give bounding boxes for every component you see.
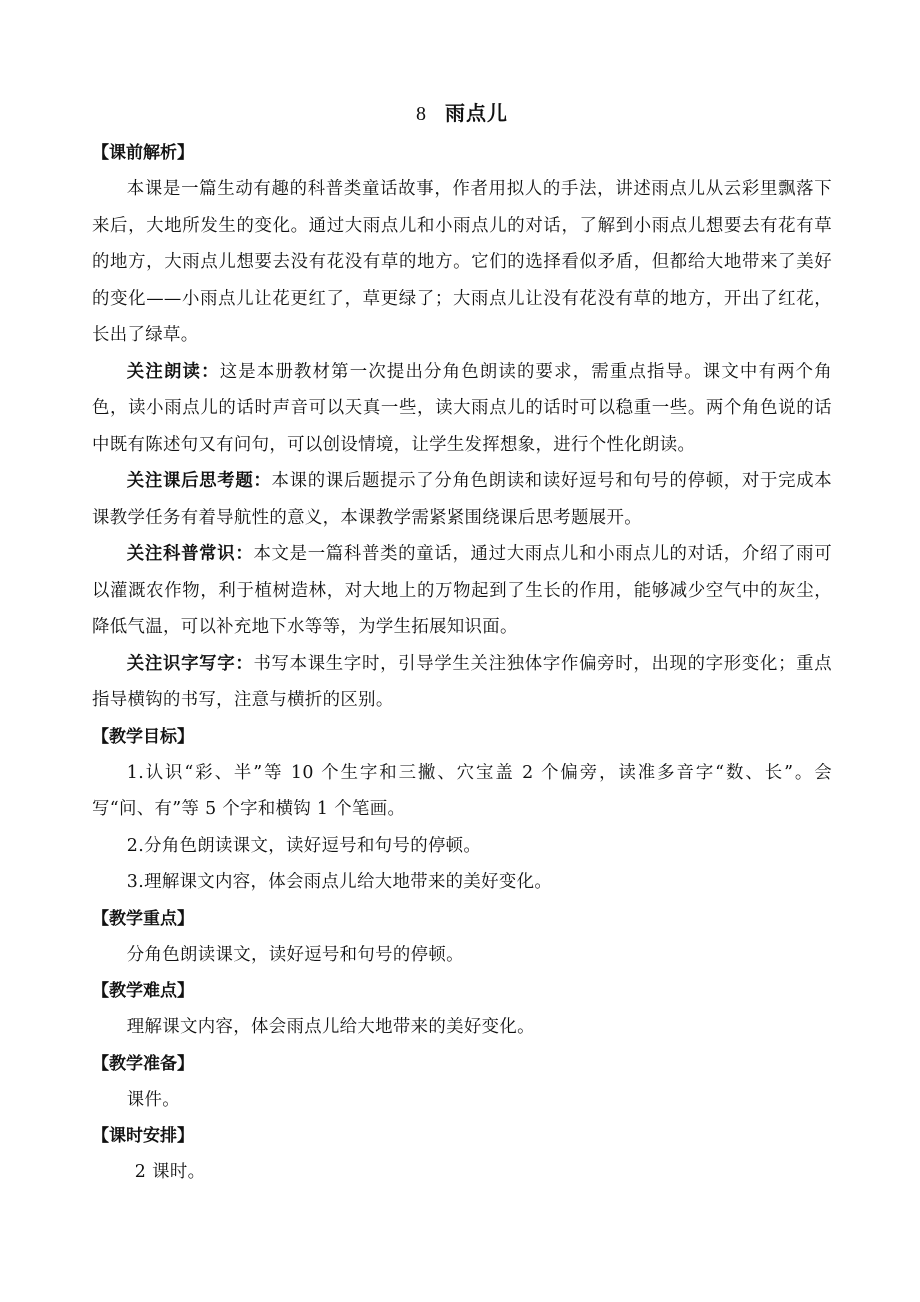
difficulties-text: 理解课文内容，体会雨点儿给大地带来的美好变化。: [126, 1017, 535, 1037]
schedule-text: 2 课时。: [134, 1162, 206, 1182]
section-heading: 【教学重点】: [92, 908, 194, 929]
section-heading: 【课时安排】: [92, 1126, 194, 1146]
focus-text: 本课的课后题提示了分角色朗读和读好逗号和句号的停顿，对于完成本课教学任务有着导航性的意义，本课教学需紧紧围绕课后思考题展开。: [92, 471, 832, 528]
intro-paragraph: 本课是一篇生动有趣的科普类童话故事，作者用拟人的手法，讲述雨点儿从云彩里飘落下来后，大地所发生的变化。通过大雨点儿和小雨点儿的对话，了解到小雨点儿想要去有花有草的地方，大雨点儿想要去没有花没有草的地方。它们的选择看似矛盾，但都给大地带来了美好的变化——小雨点儿让花更红了，草更绿了；大雨点儿让没有花没有草的地方，开出了红花，长出了绿草。: [92, 179, 832, 345]
section-pre-analysis: [92, 135, 832, 719]
lesson-title: 雨点儿: [445, 101, 508, 125]
objective-item: 1.认识“彩、半”等 10 个生字和三撇、穴宝盖 2 个偏旁，读准多音字“数、长”。会写“问、有”等 5 个字和横钩 1 个笔画。: [92, 762, 832, 819]
section-heading: 【教学目标】: [92, 726, 194, 747]
section-objectives: [92, 719, 832, 901]
key-points-text: 分角色朗读课文，读好逗号和句号的停顿。: [126, 944, 464, 965]
section-heading: 【教学准备】: [92, 1053, 194, 1074]
objective-item: 2.分角色朗读课文，读好逗号和句号的停顿。: [126, 835, 482, 856]
section-key-points: [92, 901, 832, 974]
focus-text: 本文是一篇科普类的童话，通过大雨点儿和小雨点儿的对话，介绍了雨可以灌溉农作物，利于植树造林，对大地上的万物起到了生长的作用，能够减少空气中的灰尘，降低气温，可以补充地下水等等，为学生拓展知识面。: [92, 544, 833, 637]
focus-text: 书写本课生字时，引导学生关注独体字作偏旁时，出现的字形变化；重点指导横钩的书写，注意与横折的区别。: [92, 653, 833, 710]
section-preparation: [92, 1046, 832, 1119]
objective-item: 3.理解课文内容，体会雨点儿给大地带来的美好变化。: [126, 872, 553, 892]
focus-lead: 关注科普常识：: [126, 544, 254, 564]
section-difficulties: [92, 973, 832, 1046]
focus-lead: 关注课后思考题：: [126, 471, 272, 491]
focus-lead: 关注识字写字：: [126, 653, 254, 674]
focus-lead: 关注朗读：: [126, 361, 220, 382]
section-heading: 【课前解析】: [92, 143, 194, 163]
section-heading: 【教学难点】: [92, 981, 194, 1001]
focus-writing-paragraph: [92, 646, 832, 719]
focus-reading-paragraph: [92, 354, 832, 464]
page-title: [92, 98, 832, 129]
section-schedule: [92, 1118, 832, 1191]
focus-text: 这是本册教材第一次提出分角色朗读的要求，需重点指导。课文中有两个角色，读小雨点儿的话时声音可以天真一些，读大雨点儿的话时可以稳重一些。两个角色说的话中既有陈述句又有问句，可以创设情境，让学生发挥想象，进行个性化朗读。: [92, 361, 832, 455]
focus-science-paragraph: [92, 536, 832, 646]
preparation-text: 课件。: [126, 1089, 181, 1110]
document-page: [92, 98, 832, 1191]
focus-exercises-paragraph: [92, 463, 832, 536]
lesson-number: 8: [416, 103, 427, 125]
